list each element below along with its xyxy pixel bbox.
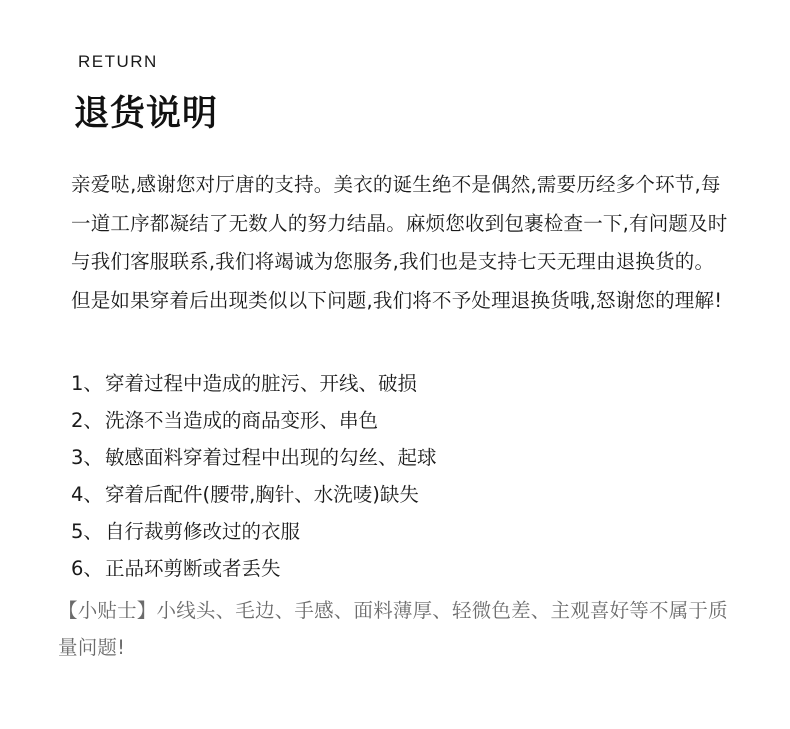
list-item-number: 4、 [71,483,103,506]
list-item [71,476,731,513]
exclusion-list [71,365,731,587]
list-item [71,402,731,439]
page-title: 退货说明 [74,94,219,134]
list-item-number: 6、 [71,557,103,580]
list-item-number: 1、 [71,372,103,395]
list-item-text: 敏感面料穿着过程中出现的勾丝、起球 [105,446,437,469]
list-item-number: 3、 [71,446,103,469]
list-item [71,550,731,587]
list-item-number: 5、 [71,520,103,543]
tip-note: 【小贴士】小线头、毛边、手感、面料薄厚、轻微色差、主观喜好等不属于质量问题! [58,599,728,659]
list-item-text: 自行裁剪修改过的衣服 [105,520,301,543]
list-item-text: 穿着后配件(腰带,胸针、水洗唛)缺失 [105,483,419,506]
list-item-number: 2、 [71,409,103,432]
list-item [71,439,731,476]
list-item-text: 正品环剪断或者丢失 [105,557,281,580]
list-item-text: 穿着过程中造成的脏污、开线、破损 [105,372,418,395]
list-item [71,365,731,402]
return-subtitle: RETURN [78,52,158,71]
list-item [71,513,731,550]
list-item-text: 洗涤不当造成的商品变形、串色 [105,409,379,432]
intro-paragraph: 亲爱哒,感谢您对厅唐的支持。美衣的诞生绝不是偶然,需要历经多个环节,每一道工序都凝结了无数人的努力结晶。麻烦您收到包裹检查一下,有问题及时与我们客服联系,我们将竭诚为您服务,我们也是支持七天无理由退换货的。但是如果穿着后出现类似以下问题,我们将不予处理退换货哦,怒谢您的理解! [71,173,728,312]
